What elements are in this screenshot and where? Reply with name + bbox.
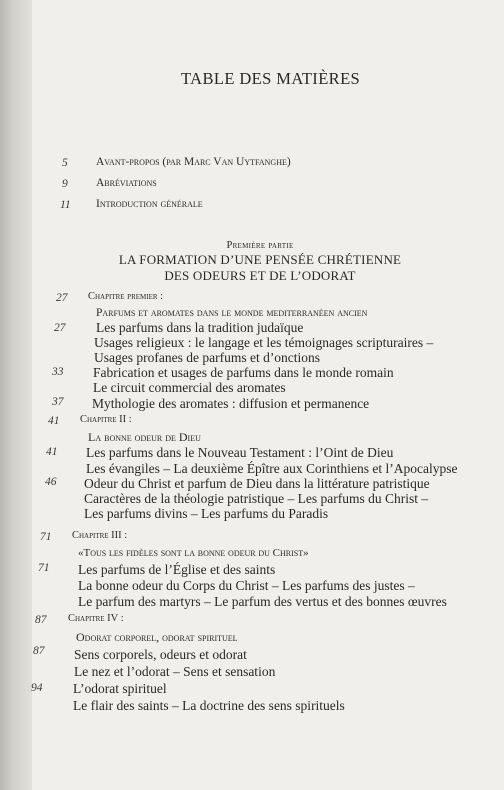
toc-entry-abreviations: Abréviations: [96, 177, 157, 189]
chapter-label: Chapitre III :: [72, 530, 128, 541]
chapter-label: Chapitre IV :: [68, 613, 124, 624]
toc-section-line: Usages profanes de parfums et d’onctions: [94, 350, 321, 365]
book-spine-shadow: [0, 0, 34, 790]
toc-section-line: Les parfums dans la tradition judaïque: [96, 320, 304, 335]
toc-page-number: 71: [40, 531, 52, 543]
toc-page-number: 11: [60, 199, 71, 211]
toc-section-line: Le parfum des martyrs – Le parfum des vertus et des bonnes œuvres: [78, 594, 447, 609]
chapter-label: Chapitre premier :: [88, 291, 164, 302]
toc-section-line: Sens corporels, odeurs et odorat: [74, 647, 247, 662]
toc-page-number: 71: [38, 562, 50, 574]
toc-page-number: 27: [54, 322, 66, 334]
toc-section-line: Le circuit commercial des aromates: [93, 380, 286, 395]
toc-section-line: Usages religieux : le langage et les témoignages scripturaires –: [94, 335, 434, 350]
chapter-subtitle: «Tous les fidèles sont la bonne odeur du Christ»: [78, 547, 309, 559]
toc-page-number: 9: [62, 178, 68, 190]
toc-section-line: Mythologie des aromates : diffusion et permanence: [92, 396, 370, 411]
toc-page-number: 5: [62, 157, 68, 169]
toc-section-line: Les parfums divins – Les parfums du Paradis: [84, 506, 329, 521]
toc-page-number: 27: [56, 292, 68, 304]
toc-page-number: 41: [46, 446, 58, 458]
toc-section-line: Odeur du Christ et parfum de Dieu dans la littérature patristique: [84, 476, 430, 491]
toc-page-number: 37: [52, 396, 64, 408]
chapter-subtitle: Parfums et aromates dans le monde mediterranéen ancien: [96, 307, 368, 319]
chapter-subtitle: La bonne odeur de Dieu: [88, 430, 201, 444]
toc-section-line: L’odorat spirituel: [73, 681, 167, 696]
toc-page-number: 41: [48, 415, 60, 427]
toc-section-line: Les parfums de l’Église et des saints: [78, 562, 276, 577]
toc-section-line: Fabrication et usages de parfums dans le monde romain: [93, 365, 394, 380]
toc-page-number: 87: [33, 645, 45, 657]
toc-entry-introduction: Introduction générale: [96, 198, 203, 210]
toc-section-line: Les évangiles – La deuxième Épître aux Corinthiens et l’Apocalypse: [86, 461, 458, 476]
toc-page-number: 46: [45, 476, 57, 488]
toc-section-line: Caractères de la théologie patristique – Les parfums du Christ –: [84, 491, 429, 506]
part-title-line2: DES ODEURS ET DE L’ODORAT: [164, 268, 356, 283]
toc-page-number: 94: [31, 682, 43, 694]
toc-page-number: 87: [35, 614, 47, 626]
toc-entry-avant-propos: Avant-propos (par Marc Van Uytfanghe): [96, 156, 291, 168]
part-title-line1: LA FORMATION D’UNE PENSÉE CHRÉTIENNE: [118, 252, 402, 267]
page-title: TABLE DES MATIÈRES: [181, 69, 361, 88]
chapter-label: Chapitre II :: [80, 414, 132, 425]
toc-section-line: Le nez et l’odorat – Sens et sensation: [74, 664, 276, 679]
chapter-subtitle: Odorat corporel, odorat spirituel: [76, 630, 238, 644]
toc-section-line: La bonne odeur du Corps du Christ – Les parfums des justes –: [78, 578, 415, 593]
part-heading: Première partie: [226, 240, 294, 251]
toc-section-line: Le flair des saints – La doctrine des sens spirituels: [73, 698, 345, 713]
toc-page-number: 33: [52, 366, 64, 378]
toc-section-line: Les parfums dans le Nouveau Testament : l’Oint de Dieu: [86, 445, 394, 460]
